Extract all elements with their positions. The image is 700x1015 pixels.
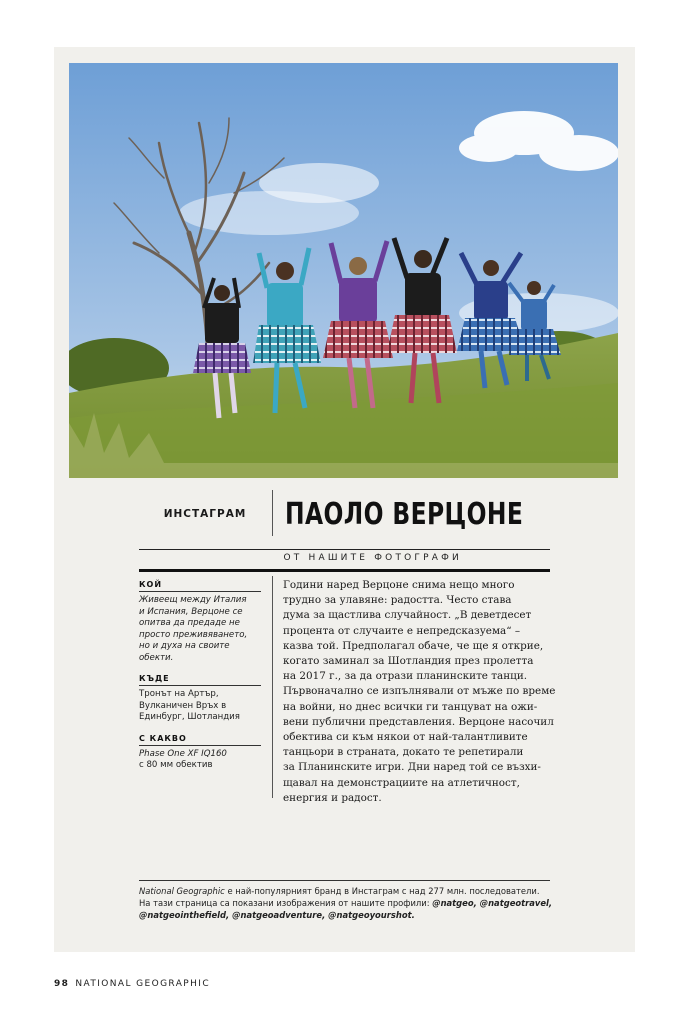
footer-profiles-link[interactable]: @natgeo, @natgeotravel, [432, 898, 553, 908]
article-line: енергия и радост. [283, 791, 382, 804]
page-folio [54, 979, 210, 989]
with-line: Phase One XF IQ160 [139, 748, 227, 759]
who-line: Живеещ между Италия [139, 595, 247, 605]
where-line: Единбург, Шотландия [139, 712, 240, 722]
footer-brand: National Geographic [139, 886, 225, 896]
hero-photo [69, 63, 618, 478]
article-line: процента от случаите е непредсказуема“ – [283, 624, 521, 637]
column-divider [272, 576, 273, 798]
section-rule-top [139, 549, 550, 550]
footer-profiles-link-2[interactable]: @natgeointhefield, @natgeoadventure, @natgeoyourshot. [139, 910, 415, 920]
section-rule-bottom [139, 569, 550, 572]
with-text [139, 749, 261, 772]
article-line: дума за щастлива случайност. „В деветдесет [283, 609, 532, 622]
who-line: обекти. [139, 652, 174, 663]
article-line: казва той. Предполагал обаче, че ще я открие, [283, 639, 544, 652]
article-line: когато заминал за Шотландия през пролетта [283, 655, 534, 668]
article-line: за Планинските игри. Дни наред той се възхи- [283, 761, 541, 774]
article-line: Първоначално се изпълнявали от мъже по време [283, 685, 556, 698]
article-line: трудно за улавяне: радостта. Често става [283, 594, 512, 607]
photo-scottish-dancers [69, 63, 618, 478]
header-divider [272, 490, 273, 536]
footer-line-3 [139, 909, 559, 921]
who-line: но и духа на своите [139, 641, 230, 651]
where-label: КЪДЕ [139, 674, 261, 686]
footer-line-1 [139, 885, 559, 897]
article-line: обективa си към някои от най-талантливите [283, 731, 528, 744]
who-line: просто преживяването, [139, 629, 248, 640]
sidebar [139, 580, 261, 782]
who-line: и Испания, Верцоне се [139, 606, 243, 617]
footer-note [139, 885, 559, 921]
author-name: ПАОЛО ВЕРЦОНЕ [285, 497, 524, 532]
page-number: 98 [54, 979, 70, 989]
article-line: вени публични представления. Верцоне насочил [283, 715, 554, 728]
article-line: на войни, но днес всички ги танцуват на ожи- [283, 700, 538, 713]
where-text [139, 689, 261, 724]
footer-line-1-text: е най-популярният бранд в Инстаграм с над 277 млн. последователи. [224, 886, 540, 896]
article-line: щавал на демонстрациите на атлетичност, [283, 776, 520, 789]
category-label: ИНСТАГРАМ [163, 508, 247, 520]
article-line: Години наред Верцоне снима нещо много [283, 579, 515, 591]
who-line: опитва да предаде не [139, 618, 240, 628]
article-line: на 2017 г., за да отрази планинските танци. [283, 670, 528, 683]
who-label: КОЙ [139, 580, 261, 592]
with-line: с 80 мм обектив [139, 760, 213, 770]
footer-line-2-text: На тази страница са показани изображения от нашите профили: [139, 898, 433, 908]
with-label: С КАКВО [139, 734, 261, 746]
who-text [139, 595, 261, 664]
footer-rule [139, 880, 550, 881]
magazine-name: NATIONAL GEOGRAPHIC [75, 979, 211, 989]
where-line: Тронът на Артър, [139, 689, 219, 699]
where-line: Вулканичен Връх в [139, 700, 227, 711]
article-line: танцьори в страната, докато те репетирали [283, 746, 524, 759]
article-body [283, 578, 556, 806]
footer-line-2 [139, 897, 559, 909]
section-title: ОТ НАШИТЕ ФОТОГРАФИ [283, 553, 462, 563]
